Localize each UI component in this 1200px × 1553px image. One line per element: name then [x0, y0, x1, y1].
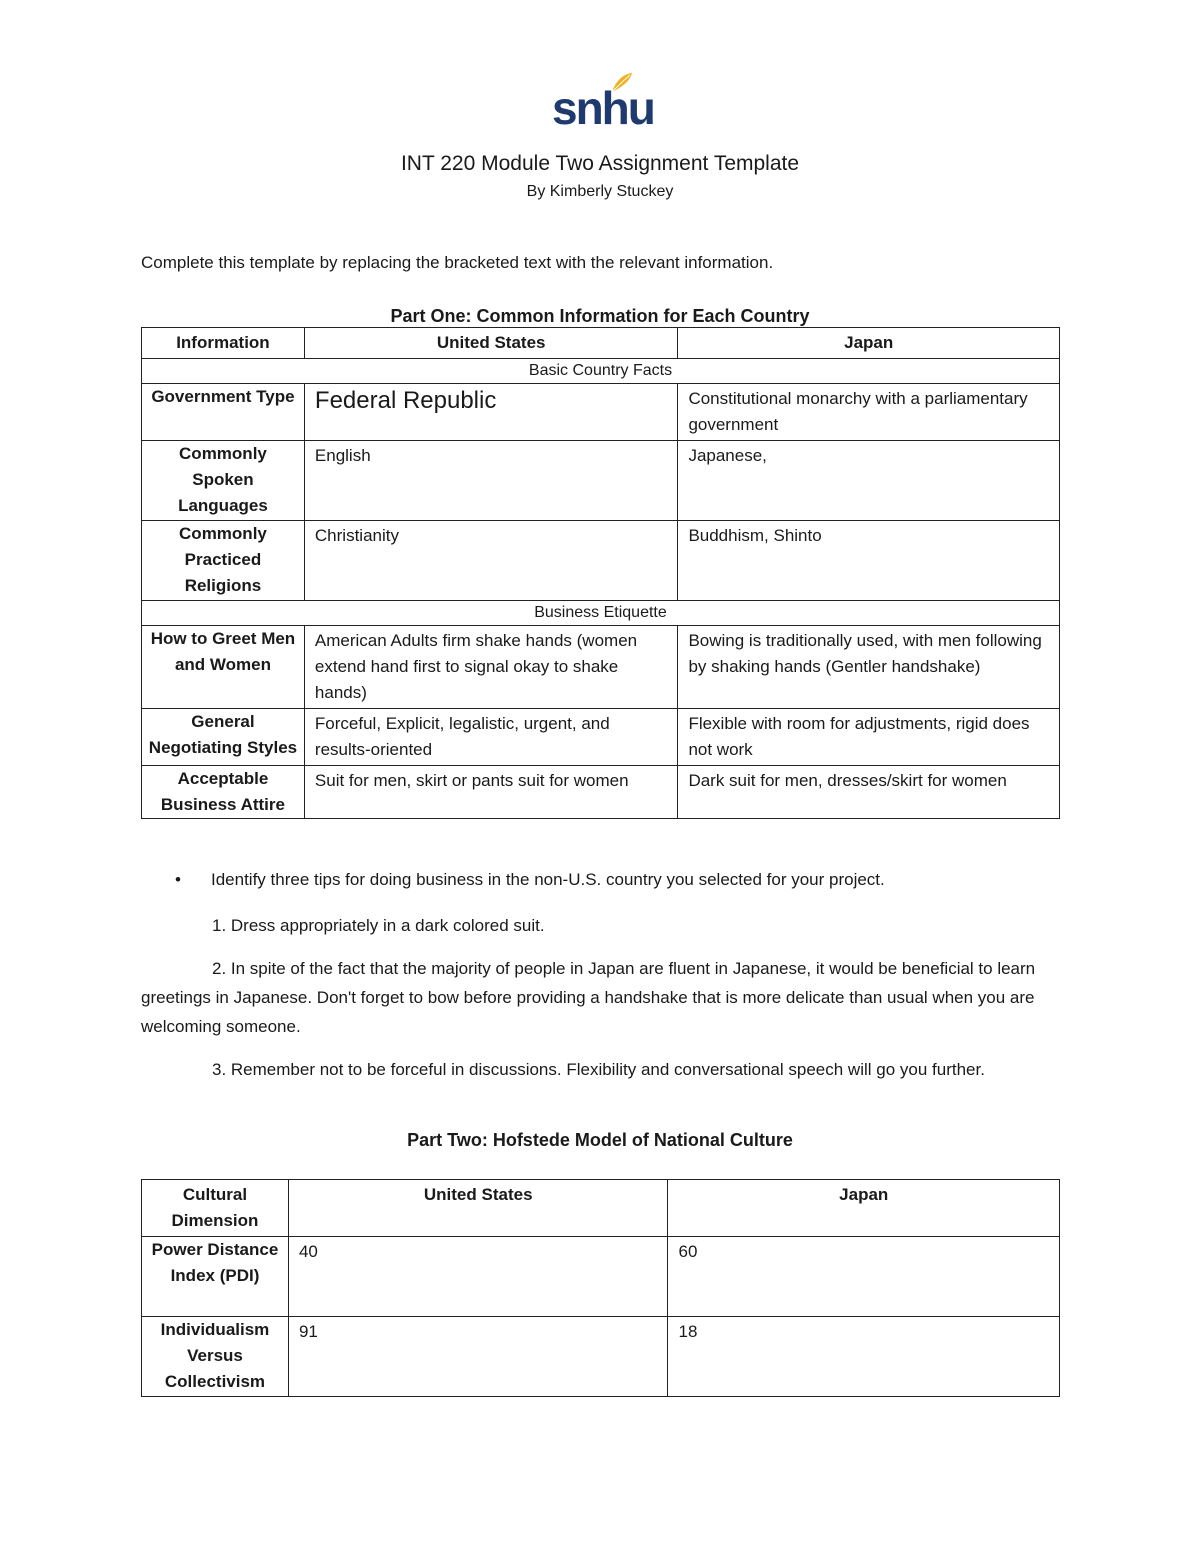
part-two-heading: Part Two: Hofstede Model of National Culture [407, 1130, 793, 1150]
japan-cell: 18 [668, 1317, 1060, 1397]
japan-cell: Bowing is traditionally used, with men following by shaking hands (Gentler handshake) [678, 626, 1060, 709]
document-title: INT 220 Module Two Assignment Template [400, 152, 800, 175]
us-cell: 91 [288, 1317, 668, 1397]
intro-text: Complete this template by replacing the bracketed text with the relevant information. [141, 253, 774, 272]
table-row [142, 384, 1060, 441]
logo-text: snhu [552, 82, 654, 134]
table-header-row [142, 328, 1060, 359]
row-label: Commonly Spoken Languages [142, 441, 305, 521]
japan-cell: Constitutional monarchy with a parliamentary government [678, 384, 1060, 441]
tip-2-text: 2. In spite of the fact that the majority of people in Japan are fluent in Japanese, it would be beneficial to learn greetings in Japanese. Don't forget to bow before providing a handshake that is more delicate than usual when you are welcoming someone. [141, 959, 1036, 1036]
section-row [142, 359, 1060, 384]
bullet-icon: • [175, 870, 181, 889]
row-label: Individualism Versus Collectivism [142, 1317, 289, 1397]
tips-prompt: Identify three tips for doing business in the non-U.S. country you selected for your project. [211, 870, 885, 889]
japan-cell: Flexible with room for adjustments, rigid does not work [678, 709, 1060, 766]
table-row [142, 1317, 1060, 1397]
table-row [142, 1237, 1060, 1317]
us-cell: Suit for men, skirt or pants suit for women [304, 766, 678, 819]
table-row [142, 441, 1060, 521]
author-byline: By Kimberly Stuckey [526, 183, 674, 200]
row-label: How to Greet Men and Women [142, 626, 305, 709]
tip-3 [141, 1055, 1059, 1084]
table-row [142, 626, 1060, 709]
section-row [142, 601, 1060, 626]
country-info-table [141, 327, 1060, 819]
us-cell: American Adults firm shake hands (women extend hand first to signal okay to shake hands) [304, 626, 678, 709]
us-cell: Christianity [304, 521, 678, 601]
row-label: General Negotiating Styles [142, 709, 305, 766]
hofstede-table [141, 1179, 1060, 1397]
leaf-icon [610, 72, 634, 94]
us-cell: 40 [288, 1237, 668, 1317]
tip-1 [141, 911, 1059, 940]
tip-3-text: 3. Remember not to be forceful in discussions. Flexibility and conversational speech will go you further. [212, 1060, 985, 1079]
column-header: Japan [678, 328, 1060, 359]
column-header: Cultural Dimension [142, 1180, 289, 1237]
japan-cell: 60 [668, 1237, 1060, 1317]
us-cell: Forceful, Explicit, legalistic, urgent, and results-oriented [304, 709, 678, 766]
table-row [142, 709, 1060, 766]
japan-cell: Japanese, [678, 441, 1060, 521]
column-header: United States [288, 1180, 668, 1237]
tip-2 [141, 954, 1059, 1041]
row-label: Commonly Practiced Religions [142, 521, 305, 601]
column-header: Japan [668, 1180, 1060, 1237]
table-row [142, 766, 1060, 819]
row-label: Government Type [142, 384, 305, 441]
section-label-basic: Basic Country Facts [142, 359, 1060, 384]
japan-cell: Buddhism, Shinto [678, 521, 1060, 601]
section-label-etiquette: Business Etiquette [142, 601, 1060, 626]
row-label: Acceptable Business Attire [142, 766, 305, 819]
table-row [142, 521, 1060, 601]
tip-1-text: 1. Dress appropriately in a dark colored suit. [212, 916, 545, 935]
japan-cell: Dark suit for men, dresses/skirt for women [678, 766, 1060, 819]
us-cell: Federal Republic [304, 384, 678, 441]
part-one-heading: Part One: Common Information for Each Country [390, 306, 810, 326]
us-cell: English [304, 441, 678, 521]
column-header: Information [142, 328, 305, 359]
snhu-logo [552, 72, 654, 134]
table-header-row [142, 1180, 1060, 1237]
column-header: United States [304, 328, 678, 359]
row-label: Power Distance Index (PDI) [142, 1237, 289, 1317]
